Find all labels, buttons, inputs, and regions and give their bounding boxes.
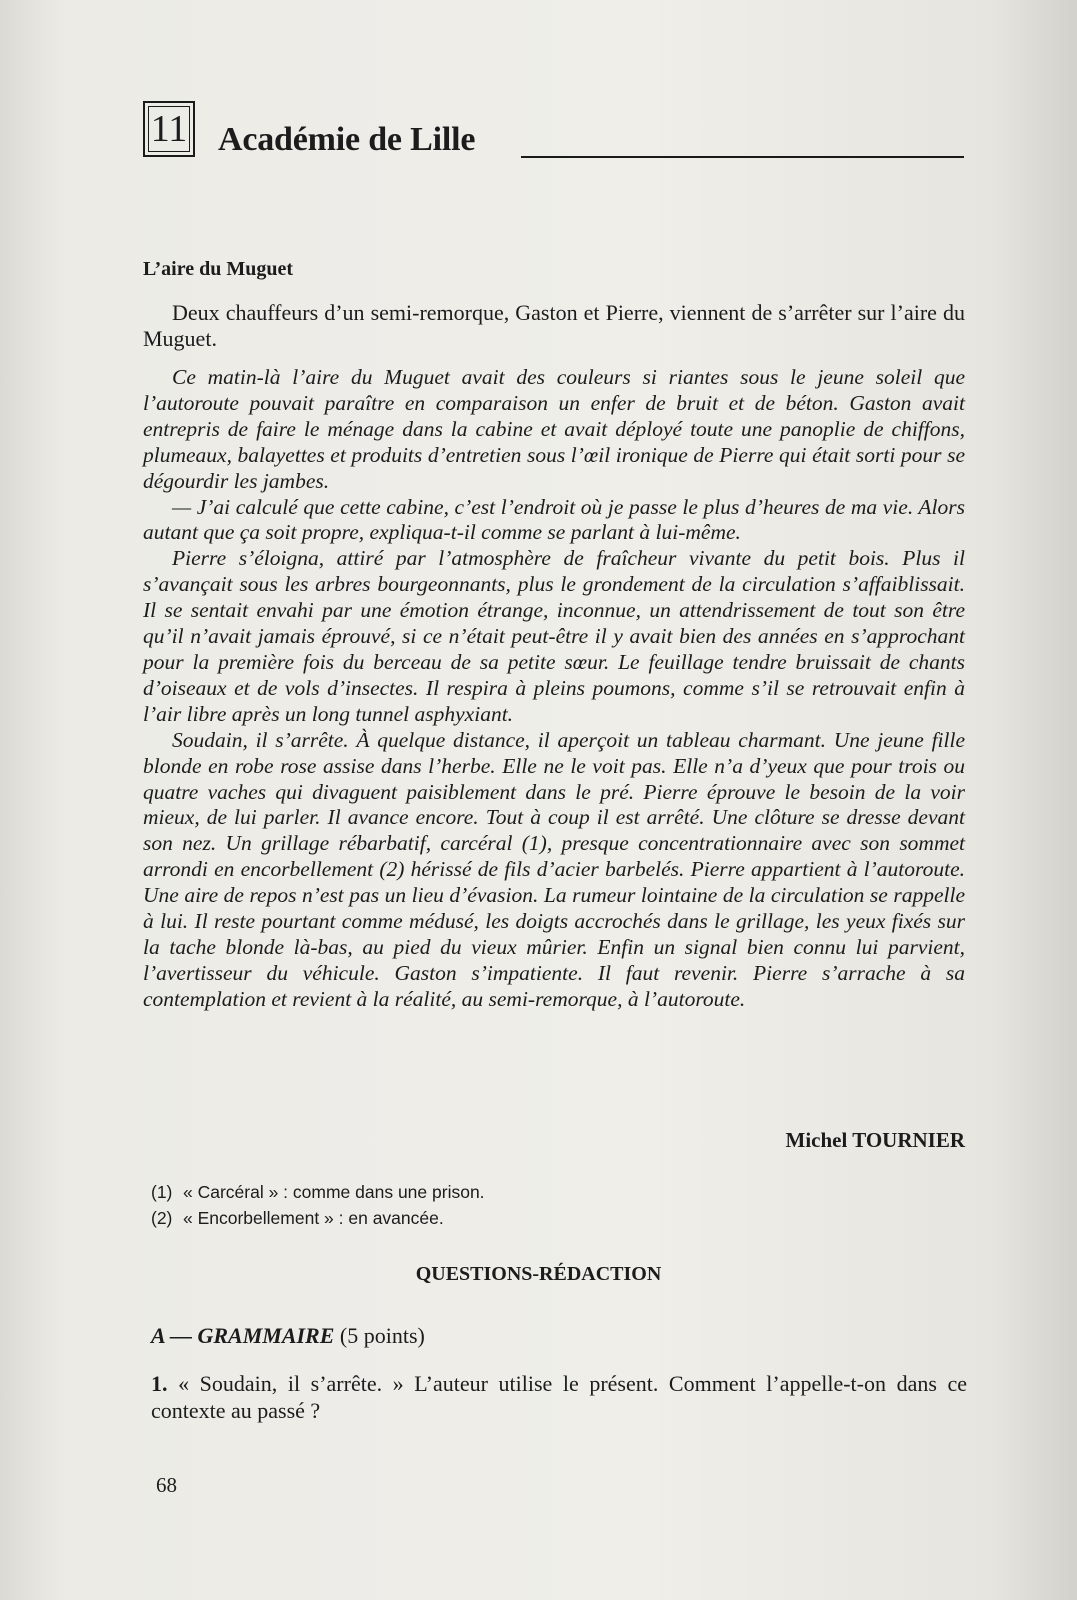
question-item (151, 1370, 967, 1424)
grammar-subsection-heading (151, 1323, 425, 1349)
questions-heading: QUESTIONS-RÉDACTION (415, 1263, 662, 1285)
academy-title: Académie de Lille (218, 121, 476, 158)
page-number: 68 (156, 1473, 177, 1497)
subsection-points: (5 points) (339, 1323, 425, 1348)
footnote-number: (1) (151, 1182, 173, 1202)
footnote-text: « Carcéral » : comme dans une prison. (183, 1182, 485, 1202)
extract-paragraph: Pierre s’éloigna, attiré par l’atmosphère de fraîcheur vivante du petit bois. Plus il s’avançait sous les arbres bourgeonnants, plus le grondement de la circulation s’affaiblissait. Il se sentait envahi par une émotion étrange, inconnue, un attendrissement de tout son être qu’il n’avait jamais éprouvé, si ce n’était peut-être il y avait bien des années en s’approchant pour la première fois du berceau de sa petite sœur. Le feuillage tendre bruissait de chants d’oiseaux et de vols d’insectes. Il respira à pleins poumons, comme s’il se retrouvait enfin à l’air libre après un long tunnel asphyxiant. (143, 546, 965, 726)
footnote (151, 1205, 485, 1231)
subsection-label: A — GRAMMAIRE (151, 1323, 335, 1348)
footnote-text: « Encorbellement » : en avancée. (183, 1208, 444, 1228)
footnote-number: (2) (151, 1208, 173, 1228)
extract-paragraph: — J’ai calculé que cette cabine, c’est l’endroit où je passe le plus d’heures de ma vie. Alors autant que ça soit propre, expliqua-t-il comme se parlant à lui-même. (143, 494, 965, 545)
author-name: Michel TOURNIER (785, 1128, 965, 1152)
footnote (151, 1179, 485, 1205)
question-number: 1. (151, 1371, 168, 1396)
chapter-header (143, 101, 965, 161)
literary-extract (143, 365, 965, 1013)
extract-paragraph: Soudain, il s’arrête. À quelque distance, il aperçoit un tableau charmant. Une jeune fille blonde en robe rose assise dans l’herbe. Elle ne le voit pas. Elle n’a d’yeux que pour trois ou quatre vaches qui divaguent paisiblement dans le pré. Pierre éprouve le besoin de la voir mieux, de lui parler. Il avance encore. Tout à coup il est arrêté. Une clôture se dresse devant son nez. Un grillage rébarbatif, carcéral (1), presque concentrationnaire avec son sommet arrondi en encorbellement (2) hérissé de fils d’acier barbelés. Pierre appartient à l’autoroute. Une aire de repos n’est pas un lieu d’évasion. La rumeur lointaine de la circulation se rappelle à lui. Il reste pourtant comme médusé, les doigts accrochés dans le grillage, les yeux fixés sur la tache blonde là-bas, au pied du vieux mûrier. Enfin un signal bien connu lui parvient, l’avertisseur du véhicule. Gaston s’impatiente. Il faut revenir. Pierre s’arrache à sa contemplation et revient à la réalité, au semi-remorque, à l’autoroute. (143, 727, 965, 1011)
chapter-number-box (143, 101, 195, 157)
footnotes (151, 1179, 485, 1231)
extract-paragraph: Ce matin-là l’aire du Muguet avait des couleurs si riantes sous le jeune soleil que l’autoroute pouvait paraître en comparaison un enfer de bruit et de béton. Gaston avait entrepris de faire le ménage dans la cabine et avait déployé toute une panoplie de chiffons, plumeaux, balayettes et produits d’entretien sous l’œil ironique de Pierre qui était sorti pour se dégourdir les jambes. (143, 365, 965, 493)
section-title: L’aire du Muguet (143, 258, 294, 280)
question-text: « Soudain, il s’arrête. » L’auteur utilise le présent. Comment l’appelle-t-on dans ce contexte au passé ? (151, 1371, 968, 1423)
chapter-number: 11 (148, 106, 190, 152)
intro-paragraph: Deux chauffeurs d’un semi-remorque, Gaston et Pierre, viennent de s’arrêter sur l’aire du Muguet. (143, 300, 965, 351)
header-rule (521, 156, 964, 158)
